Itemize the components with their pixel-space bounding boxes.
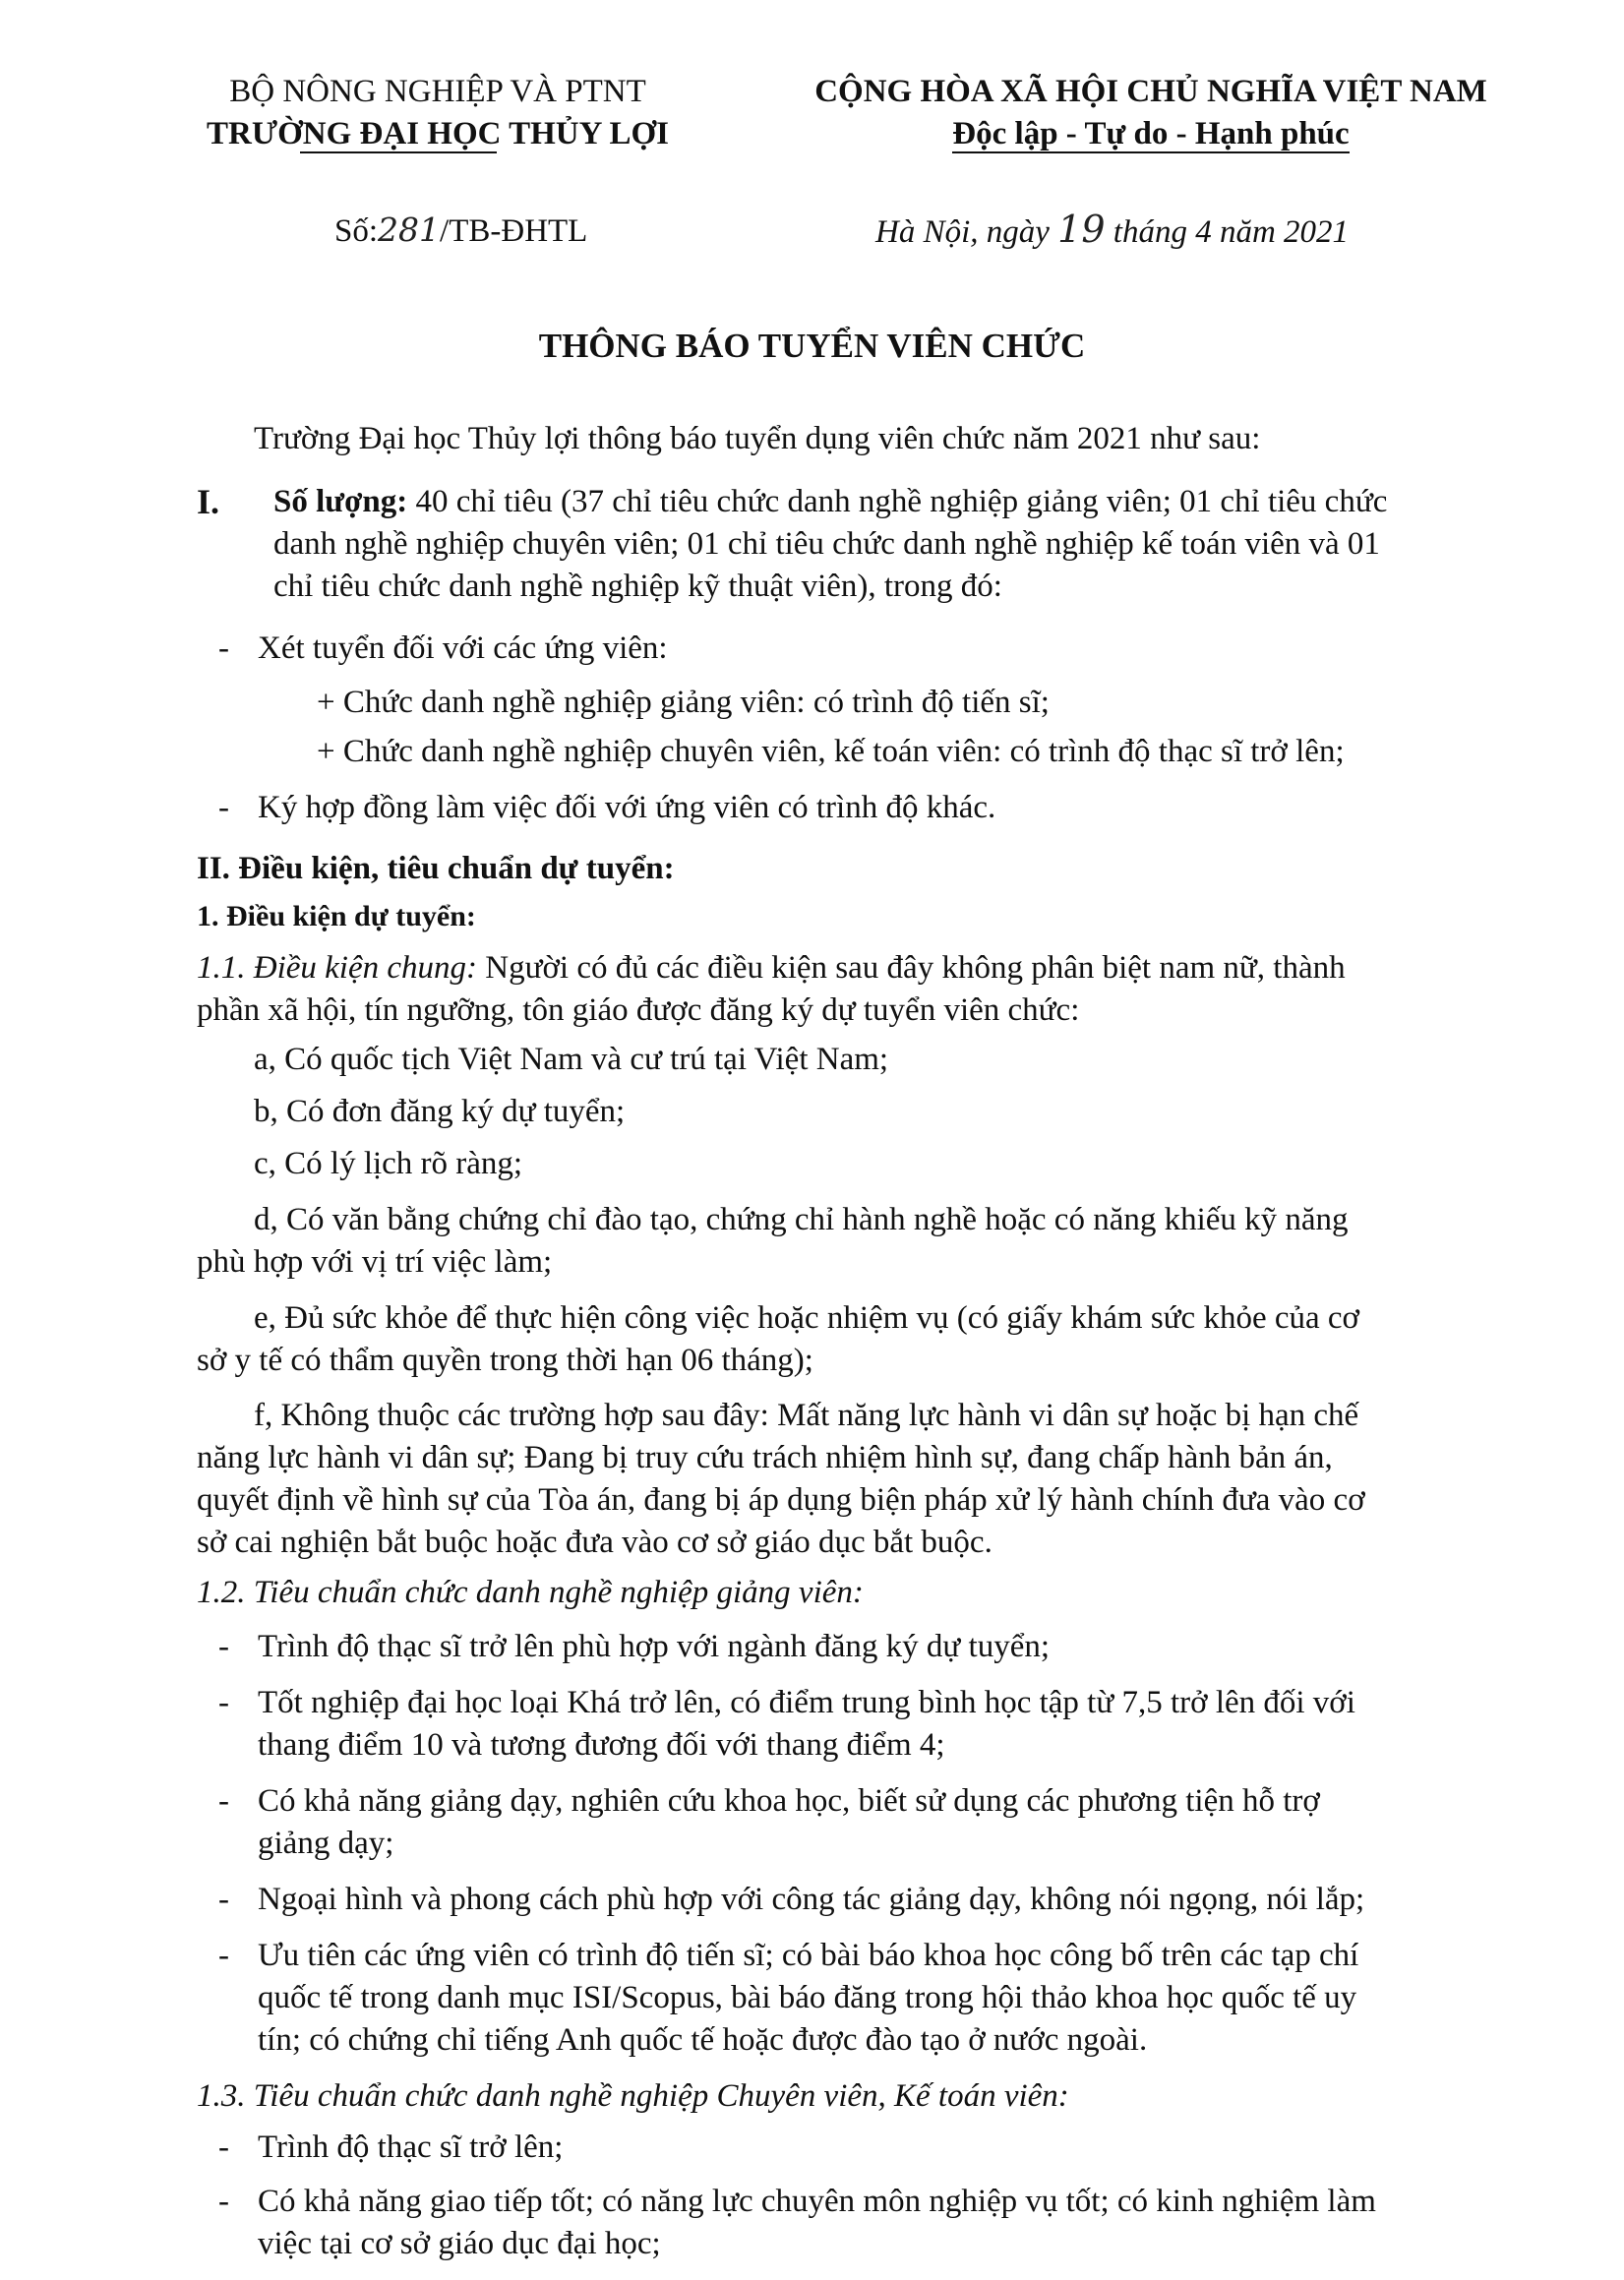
lecturer-standard-4: Ngoại hình và phong cách phù hợp với công tác giảng dạy, không nói ngọng, nói lắp; — [258, 1882, 1365, 1917]
section-1-bullet-1: Xét tuyển đối với các ứng viên: — [258, 630, 668, 666]
condition-d-line-2: phù hợp với vị trí việc làm; — [197, 1244, 553, 1280]
date-day-handwritten: 19 — [1057, 208, 1106, 251]
lecturer-standard-5-line-2: quốc tế trong danh mục ISI/Scopus, bài báo đăng trong hội thảo khoa học quốc tế uy — [258, 1980, 1357, 2015]
document-date — [875, 209, 1349, 254]
condition-f-line-3: quyết định về hình sự của Tòa án, đang bị áp dụng biện pháp xử lý hành chính đưa vào cơ — [197, 1482, 1365, 1518]
bullet-dash: - — [218, 630, 229, 666]
section-2-subheading: 1. Điều kiện dự tuyển: — [197, 900, 476, 932]
section-1-sub-1: + Chức danh nghề nghiệp giảng viên: có trình độ tiến sĩ; — [317, 685, 1050, 720]
lecturer-standard-3-line-1: Có khả năng giảng dạy, nghiên cứu khoa học, biết sử dụng các phương tiện hỗ trợ — [258, 1783, 1320, 1819]
condition-f-line-1: f, Không thuộc các trường hợp sau đây: Mất năng lực hành vi dân sự hoặc bị hạn chế — [254, 1398, 1359, 1433]
paragraph-1-3: 1.3. Tiêu chuẩn chức danh nghề nghiệp Chuyên viên, Kế toán viên: — [197, 2078, 1069, 2114]
lecturer-standard-2-line-2: thang điểm 10 và tương đương đối với thang điểm 4; — [258, 1727, 945, 1763]
university-name: TRƯỜNG ĐẠI HỌC THỦY LỢI — [207, 116, 669, 151]
intro-text: Trường Đại học Thủy lợi thông báo tuyển dụng viên chức năm 2021 như sau: — [254, 421, 1261, 456]
bullet-dash: - — [218, 2184, 229, 2219]
paragraph-1-1-text: Người có đủ các điều kiện sau đây không phân biệt nam nữ, thành — [485, 950, 1346, 986]
date-prefix: Hà Nội, ngày — [875, 214, 1050, 250]
section-2-heading: II. Điều kiện, tiêu chuẩn dự tuyển: — [197, 851, 675, 886]
section-1-text: 40 chỉ tiêu (37 chỉ tiêu chức danh nghề nghiệp giảng viên; 01 chỉ tiêu chức — [415, 484, 1388, 519]
specialist-standard-2-line-1: Có khả năng giao tiếp tốt; có năng lực chuyên môn nghiệp vụ tốt; có kinh nghiệm làm — [258, 2184, 1376, 2219]
motto: Độc lập - Tự do - Hạnh phúc — [952, 116, 1350, 151]
paragraph-1-1-line-2: phần xã hội, tín ngưỡng, tôn giáo được đăng ký dự tuyển viên chức: — [197, 992, 1080, 1028]
bullet-dash: - — [218, 1882, 229, 1917]
doc-no-prefix: Số: — [334, 213, 379, 249]
doc-no-suffix: /TB-ĐHTL — [440, 213, 588, 249]
bullet-dash: - — [218, 1783, 229, 1819]
section-1-line-1 — [273, 481, 1523, 523]
bullet-dash: - — [218, 1685, 229, 1720]
university-underline — [300, 151, 497, 153]
condition-b: b, Có đơn đăng ký dự tuyển; — [254, 1094, 626, 1129]
section-1-line-2: danh nghề nghiệp chuyên viên; 01 chỉ tiêu chức danh nghề nghiệp kế toán viên và 01 — [273, 526, 1380, 562]
bullet-dash: - — [218, 2130, 229, 2165]
condition-e-line-2: sở y tế có thẩm quyền trong thời hạn 06 tháng); — [197, 1343, 813, 1378]
paragraph-1-1-label: 1.1. Điều kiện chung: — [197, 950, 477, 986]
doc-no-handwritten: 281 — [378, 210, 441, 249]
condition-e-line-1: e, Đủ sức khỏe để thực hiện công việc hoặc nhiệm vụ (có giấy khám sức khỏe của cơ — [254, 1300, 1359, 1336]
bullet-dash: - — [218, 790, 229, 825]
bullet-dash: - — [218, 1938, 229, 1973]
section-1-label: Số lượng: — [273, 484, 408, 519]
paragraph-1-2: 1.2. Tiêu chuẩn chức danh nghề nghiệp giảng viên: — [197, 1575, 864, 1610]
condition-c: c, Có lý lịch rõ ràng; — [254, 1146, 523, 1181]
date-suffix: tháng 4 năm 2021 — [1113, 214, 1350, 250]
republic-title: CỘNG HÒA XÃ HỘI CHỦ NGHĨA VIỆT NAM — [814, 74, 1487, 109]
specialist-standard-2-line-2: việc tại cơ sở giáo dục đại học; — [258, 2226, 661, 2261]
section-1-numeral: I. — [197, 482, 220, 521]
paragraph-1-1 — [197, 947, 1515, 990]
section-1-bullet-2: Ký hợp đồng làm việc đối với ứng viên có trình độ khác. — [258, 790, 996, 825]
bullet-dash: - — [218, 1629, 229, 1664]
lecturer-standard-2-line-1: Tốt nghiệp đại học loại Khá trở lên, có điểm trung bình học tập từ 7,5 trở lên đối với — [258, 1685, 1355, 1720]
specialist-standard-1: Trình độ thạc sĩ trở lên; — [258, 2130, 564, 2165]
lecturer-standard-3-line-2: giảng dạy; — [258, 1826, 394, 1861]
motto-wrap — [728, 113, 1574, 155]
document-number — [334, 209, 587, 253]
lecturer-standard-5-line-1: Ưu tiên các ứng viên có trình độ tiến sĩ; có bài báo khoa học công bố trên các tạp chí — [258, 1938, 1359, 1973]
lecturer-standard-5-line-3: tín; có chứng chỉ tiếng Anh quốc tế hoặc được đào tạo ở nước ngoài. — [258, 2022, 1148, 2058]
section-1-sub-2: + Chức danh nghề nghiệp chuyên viên, kế toán viên: có trình độ thạc sĩ trở lên; — [317, 734, 1345, 769]
ministry-name: BỘ NÔNG NGHIỆP VÀ PTNT — [229, 74, 646, 109]
condition-d-line-1: d, Có văn bằng chứng chỉ đào tạo, chứng chỉ hành nghề hoặc có năng khiếu kỹ năng — [254, 1202, 1349, 1237]
condition-f-line-2: năng lực hành vi dân sự; Đang bị truy cứu trách nhiệm hình sự, đang chấp hành bản án, — [197, 1440, 1333, 1475]
condition-f-line-4: sở cai nghiện bắt buộc hoặc đưa vào cơ sở giáo dục bắt buộc. — [197, 1525, 992, 1560]
condition-a: a, Có quốc tịch Việt Nam và cư trú tại Việt Nam; — [254, 1042, 889, 1077]
lecturer-standard-1: Trình độ thạc sĩ trở lên phù hợp với ngành đăng ký dự tuyển; — [258, 1629, 1051, 1664]
section-1-line-3: chỉ tiêu chức danh nghề nghiệp kỹ thuật viên), trong đó: — [273, 569, 1002, 604]
page-title: THÔNG BÁO TUYỂN VIÊN CHỨC — [538, 327, 1086, 365]
